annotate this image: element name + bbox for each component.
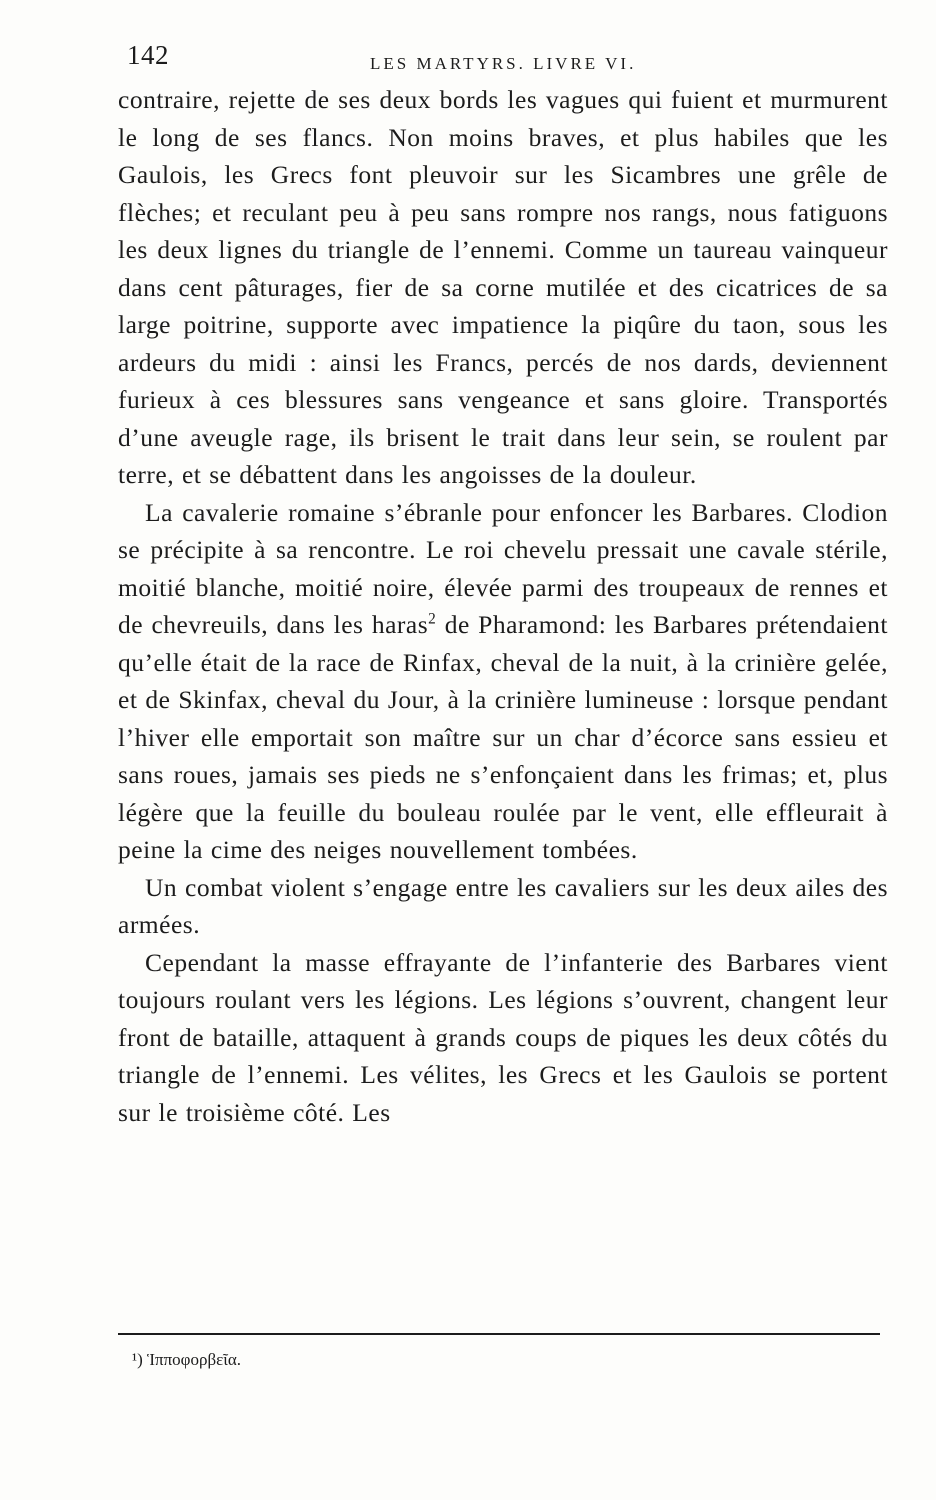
page-header xyxy=(127,40,887,80)
paragraph-2 xyxy=(118,494,888,869)
body-text xyxy=(118,81,888,1131)
page-number: 142 xyxy=(127,40,169,70)
footnote-text: Ἱπποφορβεῖα. xyxy=(147,1350,241,1369)
paragraph-2-part-a: La cavalerie romaine s’ébranle pour enfoncer les Barbares. Clodion se précipite à sa rencontre. Le roi chevelu pressait une cavale stérile, moitié blanche, moitié noire, élevée parmi des troupeaux de rennes et de chevreuils, dans les haras xyxy=(118,497,888,639)
footnote-reference: 2 xyxy=(428,610,437,628)
running-title: LES MARTYRS. LIVRE VI. xyxy=(370,54,637,73)
paragraph-1: contraire, rejette de ses deux bords les vagues qui fuient et murmurent le long de ses flancs. Non moins braves, et plus habiles que les Gaulois, les Grecs font pleuvoir sur les Sicambres une grêle de flèches; et reculant peu à peu sans rompre nos rangs, nous fatiguons les deux lignes du triangle de l’ennemi. Comme un taureau vainqueur dans cent pâturages, fier de sa corne mutilée et des cicatrices de sa large poitrine, supporte avec impatience la piqûre du taon, sous les ardeurs du midi : ainsi les Francs, percés de nos dards, deviennent furieux à ces blessures sans vengeance et sans gloire. Transportés d’une aveugle rage, ils brisent le trait dans leur sein, se roulent par terre, et se débattent dans les angoisses de la douleur. xyxy=(118,85,888,489)
paragraph-2-part-b: de Pharamond: les Barbares prétendaient qu’elle était de la race de Rinfax, cheval de la nuit, à la crinière gelée, et de Skinfax, cheval du Jour, à la crinière lumineuse : lorsque pendant l’hiver elle emportait son maître sur un char d’écorce sans essieu et sans roues, jamais ses pieds ne s’enfonçaient dans les frimas; et, plus légère que la feuille du bouleau roulée par le vent, elle effleurait à peine la cime des neiges nouvellement tombées. xyxy=(118,610,889,864)
paragraph-3: Un combat violent s’engage entre les cavaliers sur les deux ailes des armées. xyxy=(118,872,888,939)
paragraph-4: Cependant la masse effrayante de l’infanterie des Barbares vient toujours roulant vers les légions. Les légions s’ouvrent, changent leur front de bataille, attaquent à grands coups de piques les deux côtés du triangle de l’ennemi. Les vélites, les Grecs et les Gaulois se portent sur le troisième côté. Les xyxy=(118,947,888,1127)
footnote xyxy=(132,1350,241,1370)
footnote-marker: ¹) xyxy=(132,1350,143,1369)
footnote-divider xyxy=(118,1333,880,1335)
